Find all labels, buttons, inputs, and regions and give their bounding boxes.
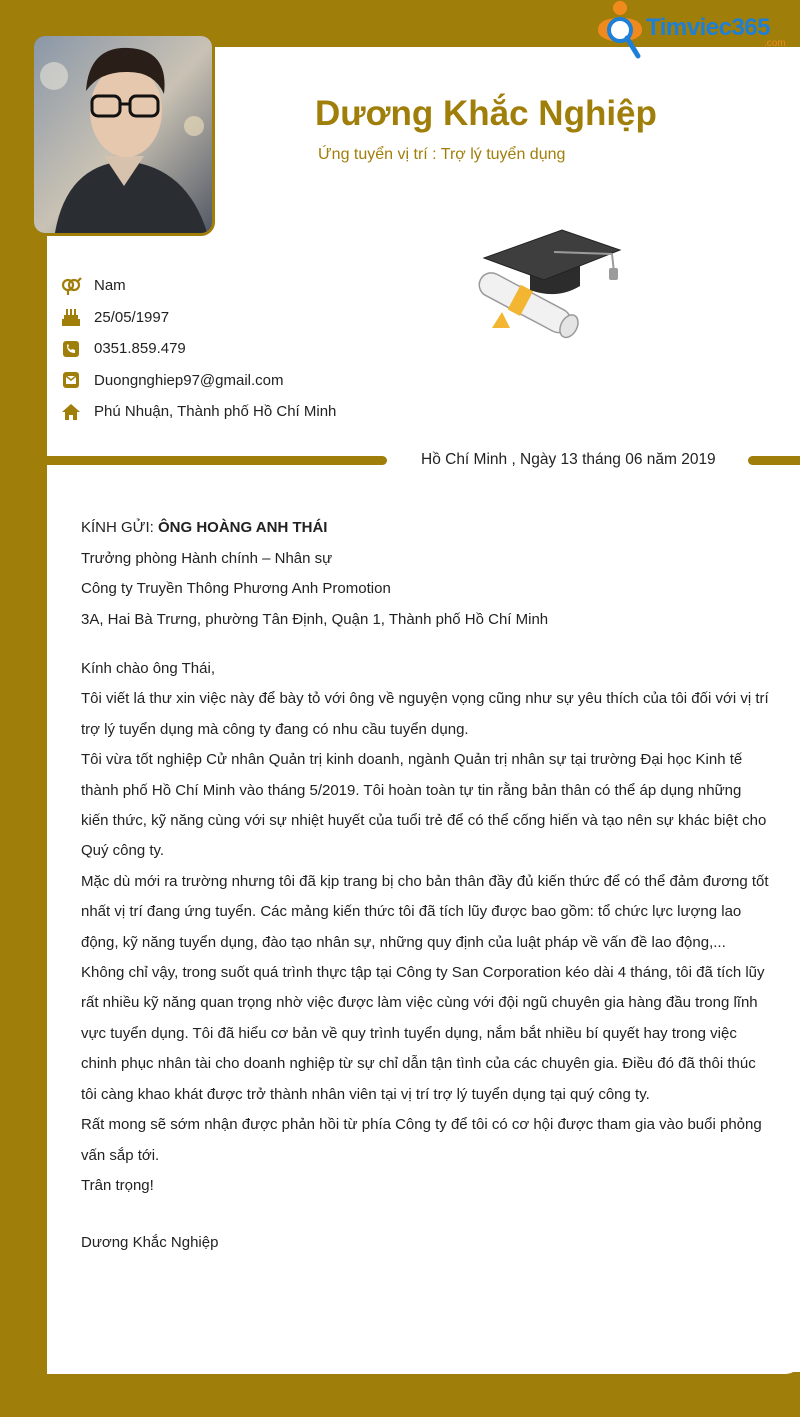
divider-left [47, 456, 387, 465]
signature-name: Dương Khắc Nghiệp [81, 1234, 219, 1251]
recipient-name: ÔNG HOÀNG ANH THÁI [158, 519, 328, 536]
recipient-address: 3A, Hai Bà Trưng, phường Tân Định, Quận 1, Thành phố Hồ Chí Minh [81, 610, 549, 628]
recipient-prefix: KÍNH GỬI: [81, 519, 158, 536]
info-birthday [60, 302, 336, 334]
brand-domain: .com [764, 38, 786, 49]
greeting: Kính chào ông Thái, [81, 660, 215, 677]
birthday-cake-icon [60, 307, 82, 327]
info-email [60, 365, 336, 397]
paper-corner [47, 1360, 800, 1374]
email-text: Duongnghiep97@gmail.com [94, 371, 284, 389]
recipient-company: Công ty Truyền Thông Phương Anh Promotion [81, 580, 391, 597]
birthday-text: 25/05/1997 [94, 308, 170, 326]
profile-photo [31, 33, 215, 236]
phone-text: 0351.859.479 [94, 340, 186, 358]
graduation-cap-icon [462, 228, 622, 343]
gender-text: Nam [94, 277, 126, 295]
letter-body [81, 654, 771, 1201]
recipient-block [81, 513, 548, 635]
info-phone [60, 333, 336, 365]
address-text: Phú Nhuận, Thành phố Hồ Chí Minh [94, 403, 337, 421]
letter-date: Hồ Chí Minh , Ngày 13 tháng 06 năm 2019 [421, 451, 716, 468]
brand-name: Timviec365 [646, 14, 770, 41]
recipient-title: Trưởng phòng Hành chính – Nhân sự [81, 549, 333, 567]
gender-icon [60, 276, 82, 296]
divider-right [748, 456, 800, 465]
info-address [60, 396, 336, 428]
body-paragraph: Rất mong sẽ sớm nhận được phản hồi từ phía Công ty để tôi có cơ hội được tham gia vào buổi phỏng vấn sắp tới. [81, 1116, 762, 1164]
candidate-name: Dương Khắc Nghiệp [315, 94, 657, 133]
phone-icon [60, 339, 82, 359]
applied-position: Ứng tuyển vị trí : Trợ lý tuyển dụng [318, 146, 566, 163]
body-paragraph: Tôi vừa tốt nghiệp Cử nhân Quản trị kinh doanh, ngành Quản trị nhân sự tại trường Đại học Kinh tế thành phố Hồ Chí Minh vào tháng 5/2019. Tôi hoàn toàn tự tin rằng bản thân có thể áp dụng những kiến thức, kỹ năng cùng với sự nhiệt huyết của tuổi trẻ để có thể cống hiến và tạo nên sự khác biệt cho Quý công ty. [81, 751, 767, 860]
email-icon [60, 370, 82, 390]
body-paragraph: Tôi viết lá thư xin việc này để bày tỏ với ông về nguyện vọng cũng như sự yêu thích của tôi đối với vị trí trợ lý tuyển dụng mà công ty đang có nhu cầu tuyển dụng. [81, 690, 769, 738]
closing: Trân trọng! [81, 1176, 154, 1194]
info-gender [60, 270, 336, 302]
body-paragraph: Mặc dù mới ra trường nhưng tôi đã kịp trang bị cho bản thân đầy đủ kiến thức để có thể đảm đương tốt nhất vị trí đang ứng tuyển. Các mảng kiến thức tôi đã tích lũy được bao gồm: tổ chức lực lượng lao động, kỹ năng tuyển dụng, đào tạo nhân sự, những quy định của luật pháp về vấn đề lao động,... [81, 872, 769, 951]
home-icon [60, 402, 82, 422]
recipient-line [81, 513, 548, 544]
personal-info-list [60, 270, 336, 428]
body-paragraph: Không chỉ vậy, trong suốt quá trình thực tập tại Công ty San Corporation kéo dài 4 tháng, tôi đã tích lũy rất nhiều kỹ năng quan trọng nhờ việc được làm việc cùng với đội ngũ chuyên gia hàng đầu trong lĩnh vực tuyển dụng. Tôi đã hiểu cơ bản về quy trình tuyển dụng, nắm bắt nhiều bí quyết hay trong việc chinh phục nhân tài cho doanh nghiệp từ sự chỉ dẫn tận tình của các chuyên gia. Điều đó đã thôi thúc tôi càng khao khát được trở thành nhân viên tại vị trí trợ lý tuyển dụng tại quý công ty. [81, 964, 765, 1103]
